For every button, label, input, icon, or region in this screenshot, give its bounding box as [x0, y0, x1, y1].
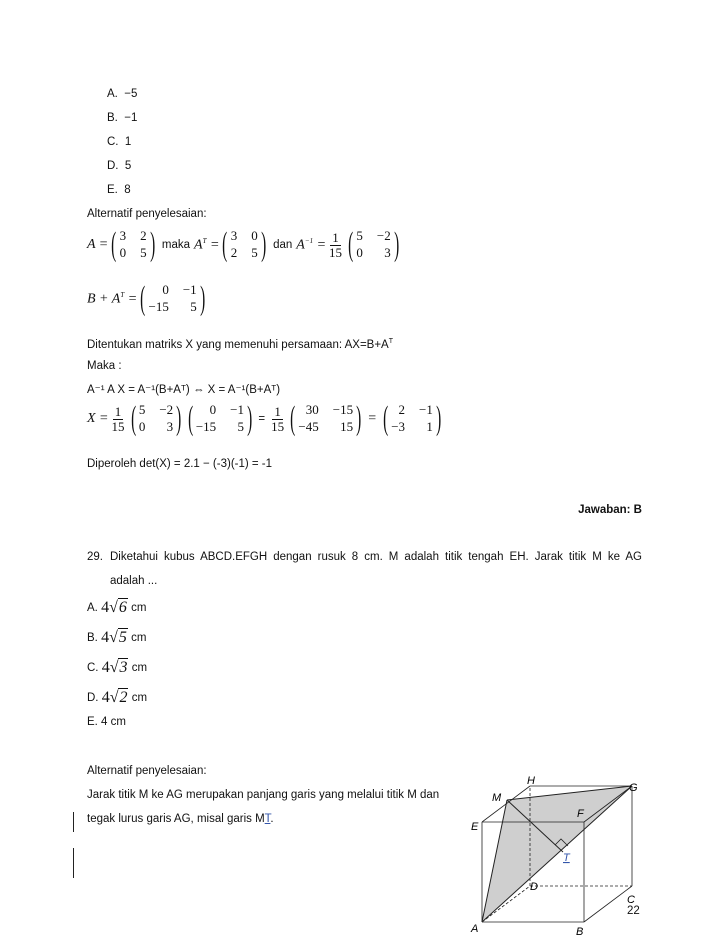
matrix-a-transpose: ( 3 0 2 5 ): [222, 226, 266, 263]
label-t: T: [563, 852, 570, 864]
label-d: D: [530, 881, 538, 893]
question-29-text-cont: adalah ...: [110, 575, 158, 587]
label-h: H: [527, 776, 535, 787]
matrix-b-plus-at: ( 0 −1 −15 5 ): [140, 280, 205, 317]
q29-option-b: B. 4 √ 5 cm: [87, 628, 147, 646]
label-c: C: [627, 894, 635, 906]
page-number: 22: [627, 905, 640, 917]
question-29-number: 29.: [87, 551, 103, 563]
q29-option-c: C. 4 √ 3 cm: [87, 658, 148, 676]
label-g: G: [629, 782, 638, 794]
alternative-solution-label-2: Alternatif penyelesaian:: [87, 765, 207, 777]
q29-option-e: E. 4 cm: [87, 716, 126, 728]
q29-option-a: A. 4 √ 6 cm: [87, 598, 147, 616]
question-29-text: Diketahui kubus ABCD.EFGH dengan rusuk 8 cm. M adalah titik tengah EH. Jarak titik M ke AG: [110, 551, 642, 563]
change-bar-1: [73, 812, 74, 832]
alternative-solution-label-1: Alternatif penyelesaian:: [87, 208, 207, 220]
q29-option-d: D. 4 √ 2 cm: [87, 688, 148, 706]
fraction-one-fifteenth: $\frac{1}{15}$: [329, 229, 343, 260]
b-plus-at-line: $B + A^T$ = ( 0 −1 −15 5 ): [87, 282, 208, 316]
label-a: A: [471, 923, 479, 935]
explanation-line-2: tegak lurus garis AG, misal garis MT.: [87, 813, 274, 825]
ditentukan-text: Ditentukan matriks X yang memenuhi persamaan: $AX=B+A^T$: [87, 338, 393, 351]
option-d-top: D. 5: [107, 160, 132, 172]
determinant-line: Diperoleh det(X) = 2.1 − (-3)(-1) = -1: [87, 458, 273, 470]
t-link[interactable]: T: [264, 813, 271, 825]
label-e: E: [471, 821, 479, 833]
option-e-top: E. 8: [107, 184, 131, 196]
option-b-top: B. −1: [107, 112, 138, 124]
matrix-x-result: ( 2 −1 −3 1 ): [382, 400, 442, 437]
matrix-a: ( 3 2 0 5 ): [111, 226, 155, 263]
matrix-sum-factor: ( 0 −1 −15 5 ): [187, 400, 253, 437]
option-c-top: C. 1: [107, 136, 132, 148]
matrix-definition-line: A = ( 3 2 0 5 ) maka $A^T$ = ( 3 0 2 5 ) dan $A^{-1}$ = $\frac{1}{15}$ ( 5 −2 0 3 ): [87, 228, 402, 262]
label-m: M: [492, 792, 502, 804]
label-b: B: [576, 926, 584, 936]
derivation-line: A⁻¹ A X = A⁻¹(B+Aᵀ) ⇔ X = A⁻¹(B+Aᵀ): [87, 384, 281, 396]
x-solution-line: X = $\frac{1}{15}$ ( 5 −2 0 3 ) ( 0 −1 −15 5 ) = $\frac{1}{15}$ ( 30 −15 −45 15 ) = ( 2 −1 −3 1 ): [87, 402, 444, 436]
option-a-top: A. −5: [107, 88, 138, 100]
change-bar-2: [73, 848, 74, 878]
answer-label-1: Jawaban: B: [578, 504, 642, 516]
matrix-a-inverse: ( 5 −2 0 3 ): [348, 226, 399, 263]
matrix-inverse-factor: ( 5 −2 0 3 ): [130, 400, 182, 437]
edge-bc: [584, 886, 632, 922]
label-f: F: [577, 808, 584, 820]
maka-label: Maka :: [87, 360, 122, 372]
matrix-product: ( 30 −15 −45 15 ): [290, 400, 362, 437]
explanation-line-1: Jarak titik M ke AG merupakan panjang garis yang melalui titik M dan: [87, 789, 440, 801]
